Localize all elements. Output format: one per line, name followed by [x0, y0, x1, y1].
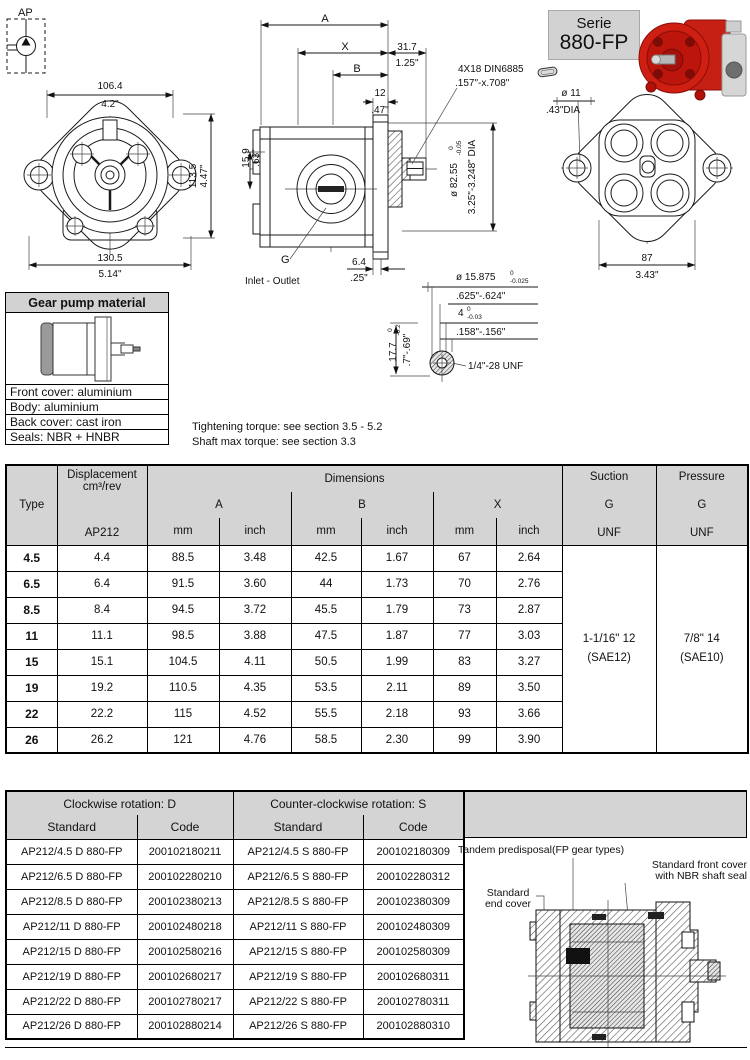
cw-code: 200102180211 [137, 839, 233, 864]
suction-size: 1-1/16" 12 [582, 633, 636, 646]
cell: 115 [147, 701, 219, 727]
cell: 8.4 [57, 597, 147, 623]
end-cover-l1: Standard [486, 887, 530, 899]
front-width-in: 4.2" [101, 99, 119, 110]
material-row: Seals: NBR + HNBR [6, 429, 168, 444]
table-row [6, 914, 464, 939]
cell: 53.5 [291, 675, 361, 701]
cw-code: 200102280210 [137, 864, 233, 889]
cell: 22.2 [57, 701, 147, 727]
thread-depth-mm: 17.7 [388, 342, 399, 362]
body-width-mm: 87 [641, 253, 653, 264]
section-geometry [528, 900, 726, 1048]
table-row [6, 889, 464, 914]
front-cover-l1: Standard front cover [651, 859, 747, 871]
pilot-tol-lo: -0.05 [456, 140, 463, 156]
ccw-rotation-header: Counter-clockwise rotation: S [233, 791, 464, 815]
material-box-title: Gear pump material [6, 293, 168, 313]
ccw-code: 200102580309 [363, 939, 464, 964]
cell: 15.1 [57, 649, 147, 675]
hole-dia-mm: ø 11 [561, 88, 581, 99]
cell: 1.67 [361, 545, 433, 571]
ccw-code: 200102780311 [363, 989, 464, 1014]
pressure-label: Pressure [678, 471, 725, 484]
cell: 11.1 [57, 623, 147, 649]
plate-in: .47" [371, 105, 389, 116]
hole-dia-in: .43"DIA [545, 105, 581, 116]
pressure-sae: (SAE10) [680, 652, 724, 665]
displacement-l2: cm³/rev [82, 481, 122, 494]
shaft-dia-mm: ø 15.875 [456, 272, 496, 283]
cell: 3.48 [219, 545, 291, 571]
table-row [6, 545, 748, 571]
suction-sae: (SAE12) [587, 652, 631, 665]
cell-type: 15 [6, 649, 57, 675]
ccw-code: 200102380309 [363, 889, 464, 914]
col-pressure [656, 465, 748, 545]
cell: 58.5 [291, 727, 361, 753]
cell: 2.30 [361, 727, 433, 753]
col-displacement [57, 465, 147, 545]
shaft-len-mm: 31.7 [397, 42, 417, 53]
suction-g: G [604, 499, 614, 512]
cell: 42.5 [291, 545, 361, 571]
dim-A-label: A [321, 13, 329, 25]
header-row [6, 815, 464, 839]
shaft-detail-dimensions [387, 270, 538, 376]
thread-depth-tol-lo: -0.2 [395, 324, 402, 336]
cell-type: 11 [6, 623, 57, 649]
cell: 104.5 [147, 649, 219, 675]
cw-std: AP212/4.5 D 880-FP [6, 839, 137, 864]
ccw-code-col: Code [363, 815, 464, 839]
ap-label: AP [18, 7, 33, 19]
cell: 1.73 [361, 571, 433, 597]
ccw-code: 200102880310 [363, 1014, 464, 1039]
pressure-size: 7/8" 14 [683, 633, 720, 646]
front-total-mm: 130.5 [97, 253, 123, 264]
cell: 99 [433, 727, 496, 753]
header-row [6, 465, 748, 492]
material-box-figure [6, 313, 168, 384]
ccw-std: AP212/22 S 880-FP [233, 989, 363, 1014]
suction-value [562, 545, 656, 753]
step-in: .25" [350, 273, 368, 284]
material-box [5, 292, 169, 445]
ccw-std: AP212/8.5 S 880-FP [233, 889, 363, 914]
table-row [6, 839, 464, 864]
cw-code: 200102380213 [137, 889, 233, 914]
ccw-std: AP212/6.5 S 880-FP [233, 864, 363, 889]
cw-rotation-header: Clockwise rotation: D [6, 791, 233, 815]
pilot-tol-hi: 0 [448, 146, 455, 150]
cell: 110.5 [147, 675, 219, 701]
ccw-code: 200102680311 [363, 964, 464, 989]
front-width-mm: 106.4 [97, 81, 123, 92]
cell: 4.52 [219, 701, 291, 727]
plate-mm: 12 [374, 88, 386, 99]
cell: 121 [147, 727, 219, 753]
cross-section-drawing [458, 852, 750, 1052]
thread-spec: 1/4"-28 UNF [468, 361, 524, 372]
cell: 4.4 [57, 545, 147, 571]
front-view-geometry [24, 90, 196, 260]
cell: 1.79 [361, 597, 433, 623]
suction-unf: UNF [597, 527, 621, 540]
cell: 3.03 [496, 623, 562, 649]
front-height-in: 4.47" [199, 164, 210, 188]
key-tol-hi: 0 [467, 306, 471, 313]
cell: 3.72 [219, 597, 291, 623]
cell: 4.35 [219, 675, 291, 701]
col-A-inch: inch [219, 518, 291, 545]
cell-type: 4.5 [6, 545, 57, 571]
cell: 6.4 [57, 571, 147, 597]
cw-standard-col: Standard [6, 815, 137, 839]
cw-code: 200102680217 [137, 964, 233, 989]
dimensions-table [5, 464, 749, 754]
cell: 98.5 [147, 623, 219, 649]
end-cover-l2: end cover [484, 898, 532, 910]
cell: 89 [433, 675, 496, 701]
pressure-unf: UNF [689, 527, 714, 540]
cell: 93 [433, 701, 496, 727]
cell: 3.88 [219, 623, 291, 649]
pilot-dia-in: 3.25"-3.248" DIA [467, 139, 478, 215]
ccw-std: AP212/4.5 S 880-FP [233, 839, 363, 864]
front-view-drawing [15, 76, 235, 282]
dim-X-label: X [341, 41, 349, 53]
cell: 3.66 [496, 701, 562, 727]
displacement-l3: AP212 [84, 527, 120, 540]
pump-profile-icon [17, 315, 157, 383]
material-row: Body: aluminium [6, 399, 168, 414]
bottom-divider [5, 1047, 747, 1048]
cell: 2.18 [361, 701, 433, 727]
table-row [6, 1014, 464, 1039]
cell: 2.87 [496, 597, 562, 623]
cell: 3.50 [496, 675, 562, 701]
header-row [6, 791, 464, 815]
note-shaft-torque: Shaft max torque: see section 3.3 [192, 436, 356, 448]
shaft-dia-tol-hi: 0 [510, 270, 514, 277]
cell: 1.99 [361, 649, 433, 675]
col-X-inch: inch [496, 518, 562, 545]
cell: 73 [433, 597, 496, 623]
ccw-standard-col: Standard [233, 815, 363, 839]
cell: 91.5 [147, 571, 219, 597]
cell: 47.5 [291, 623, 361, 649]
shaft-len-in: 1.25" [395, 58, 419, 69]
col-suction [562, 465, 656, 545]
cell: 50.5 [291, 649, 361, 675]
front-height-mm: 113.5 [188, 163, 199, 189]
cell: 45.5 [291, 597, 361, 623]
side-view-drawing [241, 12, 560, 294]
table-row [6, 939, 464, 964]
ccw-std: AP212/15 S 880-FP [233, 939, 363, 964]
note-tightening-torque: Tightening torque: see section 3.5 - 5.2 [192, 421, 383, 433]
key-spec-line2: .157"-x.708" [455, 78, 510, 89]
thread-depth-in: .7"-.69" [402, 333, 413, 367]
material-row: Front cover: aluminium [6, 384, 168, 399]
cell-type: 8.5 [6, 597, 57, 623]
key-spec-line1: 4X18 DIN6885 [458, 64, 524, 75]
series-label: Serie [576, 15, 612, 33]
cell: 19.2 [57, 675, 147, 701]
pilot-dia-mm: ø 82.55 [449, 163, 460, 197]
cw-code: 200102880214 [137, 1014, 233, 1039]
cw-std: AP212/15 D 880-FP [6, 939, 137, 964]
ccw-code: 200102180309 [363, 839, 464, 864]
key-icon [538, 67, 558, 78]
shaft-detail-drawing [387, 266, 659, 398]
cell: 2.76 [496, 571, 562, 597]
col-X: X [433, 492, 562, 518]
cell: 94.5 [147, 597, 219, 623]
port-G-label: G [281, 254, 290, 266]
dim-B-label: B [353, 63, 361, 75]
shaft-end-geometry [430, 351, 454, 382]
key-width-mm: 4 [458, 308, 464, 319]
shaft-dia-tol-lo: -0.025 [510, 278, 529, 285]
cell: 77 [433, 623, 496, 649]
cell: 2.64 [496, 545, 562, 571]
col-B-mm: mm [291, 518, 361, 545]
ap-pump-symbol [5, 4, 59, 80]
cell: 1.87 [361, 623, 433, 649]
col-B-inch: inch [361, 518, 433, 545]
order-codes-table [5, 790, 465, 1040]
cell-type: 22 [6, 701, 57, 727]
ccw-std: AP212/11 S 880-FP [233, 914, 363, 939]
cell: 4.76 [219, 727, 291, 753]
back-view-drawing [545, 80, 750, 282]
inlet-outlet-caption: Inlet - Outlet [245, 276, 300, 287]
key-tol-lo: -0.03 [467, 314, 482, 321]
cell: 26.2 [57, 727, 147, 753]
col-A: A [147, 492, 291, 518]
cell: 88.5 [147, 545, 219, 571]
cell: 44 [291, 571, 361, 597]
suction-label: Suction [589, 471, 629, 484]
ccw-code: 200102280312 [363, 864, 464, 889]
cell: 2.11 [361, 675, 433, 701]
cw-code: 200102580216 [137, 939, 233, 964]
cell: 3.90 [496, 727, 562, 753]
ccw-std: AP212/26 S 880-FP [233, 1014, 363, 1039]
cw-std: AP212/19 D 880-FP [6, 964, 137, 989]
table-row [6, 964, 464, 989]
ccw-code: 200102480309 [363, 914, 464, 939]
tandem-label: Tandem predisposal(FP gear types) [458, 844, 625, 856]
cell-type: 19 [6, 675, 57, 701]
cw-std: AP212/22 D 880-FP [6, 989, 137, 1014]
series-badge [548, 10, 640, 60]
cell: 4.11 [219, 649, 291, 675]
col-A-mm: mm [147, 518, 219, 545]
col-X-mm: mm [433, 518, 496, 545]
shaft-dia-in: .625"-.624" [456, 291, 506, 302]
cell: 67 [433, 545, 496, 571]
material-row: Back cover: cast iron [6, 414, 168, 429]
col-type: Type [6, 465, 57, 545]
cell: 3.27 [496, 649, 562, 675]
cell: 3.60 [219, 571, 291, 597]
pump-circle-symbol [7, 19, 36, 73]
key-width-in: .158"-.156" [456, 327, 506, 338]
cw-std: AP212/8.5 D 880-FP [6, 889, 137, 914]
cw-std: AP212/26 D 880-FP [6, 1014, 137, 1039]
col-B: B [291, 492, 433, 518]
thread-depth-tol-hi: 0 [387, 328, 394, 332]
back-view-geometry [561, 85, 733, 252]
codes-header-extension [461, 790, 747, 838]
cell-type: 6.5 [6, 571, 57, 597]
cw-code-col: Code [137, 815, 233, 839]
side-view-geometry [250, 115, 437, 259]
cw-std: AP212/11 D 880-FP [6, 914, 137, 939]
series-number: 880-FP [559, 30, 629, 54]
pressure-value [656, 545, 748, 753]
table-row [6, 864, 464, 889]
cw-code: 200102780217 [137, 989, 233, 1014]
cell: 55.5 [291, 701, 361, 727]
cw-code: 200102480218 [137, 914, 233, 939]
cell: 70 [433, 571, 496, 597]
cell-type: 26 [6, 727, 57, 753]
front-cover-l2: with NBR shaft seal [655, 870, 747, 882]
table-row [6, 989, 464, 1014]
displacement-l1: Displacement [67, 469, 137, 482]
pressure-g: G [697, 499, 707, 512]
step-mm: 6.4 [352, 257, 366, 268]
front-total-in: 5.14" [98, 269, 122, 280]
ccw-std: AP212/19 S 880-FP [233, 964, 363, 989]
cell: 83 [433, 649, 496, 675]
cw-std: AP212/6.5 D 880-FP [6, 864, 137, 889]
port-off-mm: 15.9 [241, 148, 252, 168]
port-off-in: .63" [251, 149, 262, 167]
col-dimensions: Dimensions [147, 465, 562, 492]
body-width-in: 3.43" [635, 270, 659, 281]
